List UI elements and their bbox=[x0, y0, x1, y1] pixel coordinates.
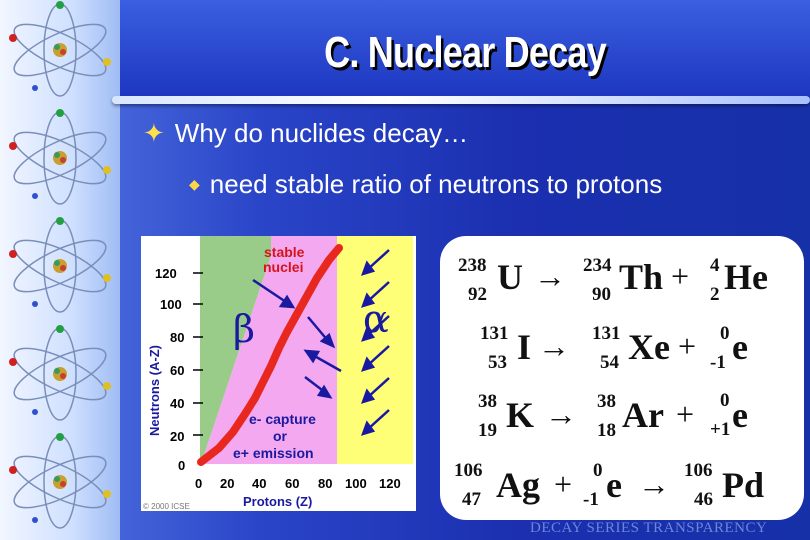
element-symbol: e bbox=[606, 465, 622, 505]
y-tick-label: 0 bbox=[178, 458, 186, 473]
element-symbol: I bbox=[517, 327, 532, 367]
slide-title: C. Nuclear Decay bbox=[324, 28, 606, 77]
x-tick-label: 60 bbox=[285, 476, 300, 491]
atomic-number: +1 bbox=[710, 419, 731, 440]
element-symbol: e bbox=[732, 395, 748, 435]
mass-number: 238 bbox=[458, 255, 487, 276]
element-symbol: He bbox=[724, 257, 768, 297]
atomic-number: 2 bbox=[710, 284, 720, 305]
atom-icon bbox=[5, 0, 115, 100]
atomic-number: 53 bbox=[488, 352, 507, 373]
atomic-number: 19 bbox=[478, 420, 497, 441]
x-tick-label: 80 bbox=[318, 476, 333, 491]
mass-number: 234 bbox=[583, 255, 612, 276]
atomic-number: 18 bbox=[597, 420, 616, 441]
element-symbol: Xe bbox=[628, 327, 670, 367]
star-bullet-icon: ✦ bbox=[143, 118, 165, 148]
x-tick-label: 120 bbox=[379, 476, 401, 491]
plus-sign: + bbox=[554, 466, 573, 502]
equations-panel bbox=[440, 236, 804, 520]
bullet-1-text: Why do nuclides decay… bbox=[174, 118, 469, 148]
decorative-sidebar bbox=[0, 0, 120, 540]
alpha-label: α bbox=[363, 297, 389, 341]
mass-number: 0 bbox=[593, 460, 603, 481]
equation-beta-decay bbox=[440, 318, 804, 388]
mass-number: 106 bbox=[684, 460, 713, 481]
title-divider bbox=[112, 96, 810, 104]
mass-number: 0 bbox=[720, 390, 730, 411]
mass-number: 38 bbox=[478, 391, 497, 412]
beta-label: β bbox=[233, 307, 255, 351]
y-tick-label: 80 bbox=[170, 330, 185, 345]
mass-number: 38 bbox=[597, 391, 616, 412]
element-symbol: Th bbox=[619, 257, 664, 297]
equation-alpha-decay bbox=[440, 248, 804, 318]
copyright-label: © 2000 ICSE bbox=[143, 502, 190, 511]
element-symbol: U bbox=[497, 257, 523, 297]
mass-number: 4 bbox=[710, 255, 720, 276]
mass-number: 131 bbox=[592, 323, 621, 344]
bullet-2-text: need stable ratio of neutrons to protons bbox=[209, 169, 663, 199]
diamond-bullet-icon: ◆ bbox=[189, 176, 200, 192]
equation-electron-capture bbox=[440, 456, 804, 526]
capture-label: or bbox=[273, 428, 287, 444]
capture-label: e+ emission bbox=[233, 445, 314, 461]
atom-icon bbox=[5, 108, 115, 208]
alpha-region bbox=[337, 236, 413, 464]
equation-positron-emission bbox=[440, 386, 804, 456]
atom-icon bbox=[5, 324, 115, 424]
element-symbol: e bbox=[732, 327, 748, 367]
mass-number: 0 bbox=[720, 323, 730, 344]
x-tick-label: 100 bbox=[345, 476, 367, 491]
plus-sign: + bbox=[676, 396, 695, 432]
atomic-number: 47 bbox=[462, 489, 481, 510]
atomic-number: 54 bbox=[600, 352, 619, 373]
x-tick-label: 0 bbox=[195, 476, 203, 491]
x-tick-label: 20 bbox=[220, 476, 235, 491]
reaction-arrow: → bbox=[638, 466, 670, 502]
element-symbol: K bbox=[506, 395, 535, 435]
reaction-arrow: → bbox=[538, 328, 570, 364]
y-axis-label: Neutrons (A-Z) bbox=[147, 345, 162, 436]
y-tick-label: 40 bbox=[170, 396, 185, 411]
plus-sign: + bbox=[678, 328, 697, 364]
bullet-2 bbox=[189, 166, 709, 202]
x-tick-label: 40 bbox=[252, 476, 267, 491]
atomic-number: -1 bbox=[710, 352, 726, 373]
x-axis-label: Protons (Z) bbox=[243, 494, 313, 509]
y-tick-label: 60 bbox=[170, 363, 185, 378]
stable-label: stable bbox=[264, 244, 305, 260]
atomic-number: -1 bbox=[583, 489, 599, 510]
element-symbol: Ar bbox=[622, 395, 664, 435]
capture-label: e- capture bbox=[249, 411, 316, 427]
plus-sign: + bbox=[671, 258, 690, 294]
y-tick-label: 20 bbox=[170, 429, 185, 444]
bullet-1 bbox=[143, 118, 468, 149]
footer-caption: DECAY SERIES TRANSPARENCY bbox=[530, 520, 768, 536]
element-symbol: Ag bbox=[496, 465, 540, 505]
mass-number: 106 bbox=[454, 460, 483, 481]
atom-icon bbox=[5, 432, 115, 532]
atomic-number: 90 bbox=[592, 284, 611, 305]
y-tick-label: 120 bbox=[155, 266, 177, 281]
reaction-arrow: → bbox=[545, 396, 577, 432]
atomic-number: 92 bbox=[468, 284, 487, 305]
mass-number: 131 bbox=[480, 323, 509, 344]
graph-svg bbox=[141, 236, 416, 511]
y-tick-label: 100 bbox=[160, 297, 182, 312]
element-symbol: Pd bbox=[722, 465, 765, 505]
reaction-arrow: → bbox=[534, 258, 566, 294]
band-of-stability-graph bbox=[141, 236, 416, 511]
atom-icon bbox=[5, 216, 115, 316]
stable-label: nuclei bbox=[263, 259, 304, 275]
atomic-number: 46 bbox=[694, 489, 713, 510]
